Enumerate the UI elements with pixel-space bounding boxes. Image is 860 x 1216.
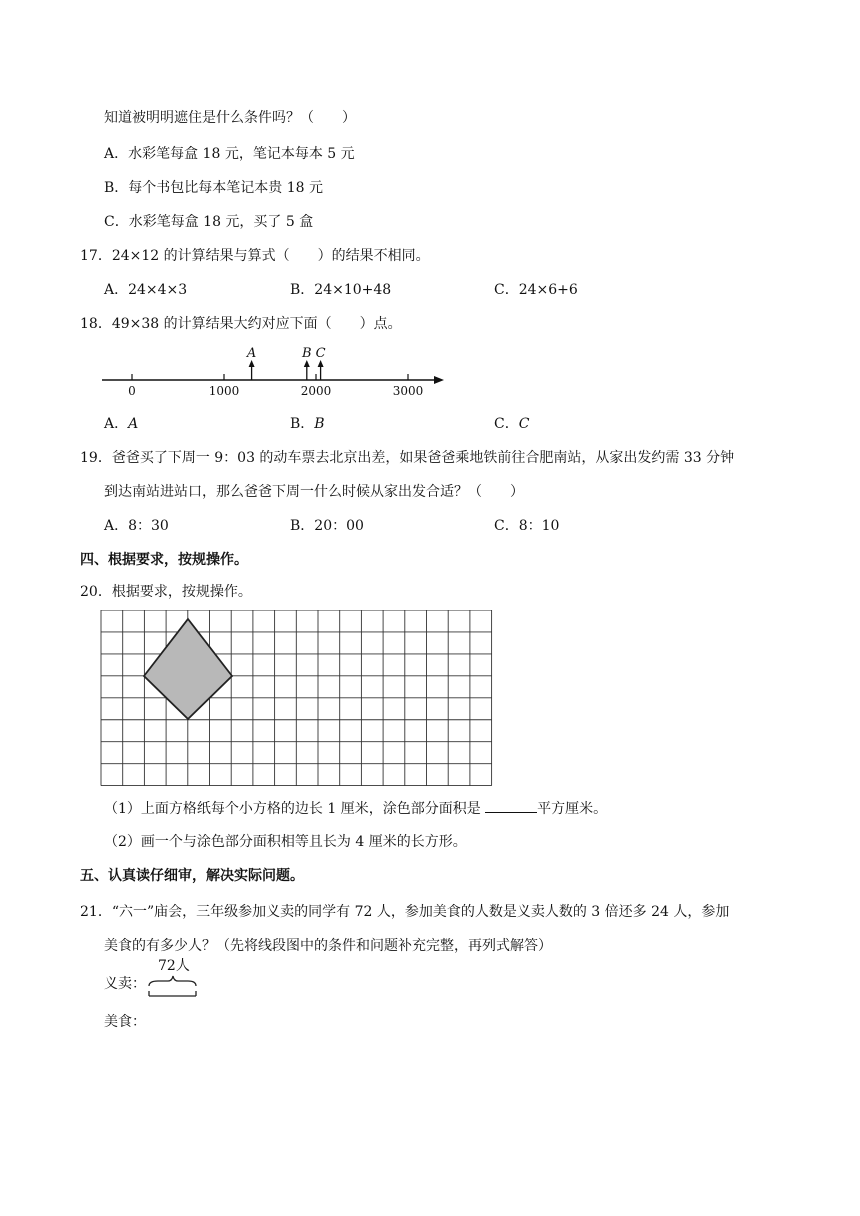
q16-option-b: B．每个书包比每本笔记本贵 18 元 — [104, 180, 324, 196]
number-line-point-label: A — [246, 346, 257, 361]
q19-stem-line2: 到达南站进站口，那么爸爸下周一什么时候从家出发合适？（ ） — [104, 484, 524, 500]
number-line-point-b — [301, 346, 312, 380]
shaded-square — [144, 619, 232, 719]
number-line-point-label: B — [302, 346, 312, 361]
number-line-point-a — [246, 346, 256, 380]
section5-title: 五、认真读仔细审，解决实际问题。 — [80, 868, 304, 884]
q17-option-b: B．24×10+48 — [290, 282, 392, 298]
q21-row1-label: 义卖： — [104, 976, 146, 992]
number-line-point-c — [316, 346, 326, 380]
number-line — [100, 344, 450, 402]
q21-stem-line1: 21．“六一”庙会，三年级参加义卖的同学有 72 人，参加美食的人数是义卖人数的 3 倍还多 24 人，参加 — [80, 904, 730, 920]
brace-and-segment — [146, 972, 202, 1000]
q16-option-a: A．水彩笔每盒 18 元，笔记本每本 5 元 — [104, 146, 355, 162]
q19-stem-line1: 19．爸爸买了下周一 9：03 的动车票去北京出差，如果爸爸乘地铁前往合肥南站，从家出发约需 33 分钟 — [80, 450, 735, 466]
q21-stem-line2: 美食的有多少人？（先将线段图中的条件和问题补充完整，再列式解答） — [104, 938, 552, 954]
q18-option-c: C．C — [494, 416, 530, 432]
q17-option-a: A．24×4×3 — [104, 282, 188, 298]
q18-stem: 18．49×38 的计算结果大约对应下面（ ）点。 — [80, 316, 402, 332]
grid-paper — [100, 610, 496, 790]
q18-option-b: B．B — [290, 416, 325, 432]
answer-blank[interactable] — [485, 798, 537, 813]
section4-title: 四、根据要求，按规操作。 — [80, 552, 248, 568]
number-line-point-label: C — [315, 346, 326, 361]
q18-option-a: A．A — [104, 416, 139, 432]
q16-stem-tail: 知道被明明遮住是什么条件吗？（ ） — [104, 110, 356, 126]
q17-stem: 17．24×12 的计算结果与算式（ ）的结果不相同。 — [80, 248, 430, 264]
q16-option-c: C．水彩笔每盒 18 元，买了 5 盒 — [104, 214, 314, 230]
q19-option-a: A．8：30 — [104, 518, 169, 534]
number-line-tick-label: 2000 — [300, 384, 332, 398]
q17-option-c: C．24×6+6 — [494, 282, 578, 298]
segment-value: 72人 — [158, 958, 190, 974]
number-line-tick-label: 3000 — [392, 384, 424, 398]
segment-diagram-row1 — [146, 958, 202, 1002]
q20-stem: 20．根据要求，按规操作。 — [80, 584, 252, 600]
q21-row2-label: 美食： — [104, 1014, 146, 1030]
number-line-tick-label: 0 — [128, 384, 136, 398]
number-line-tick-label: 1000 — [208, 384, 240, 398]
q20-part2: （2）画一个与涂色部分面积相等且长为 4 厘米的长方形。 — [104, 834, 467, 850]
q20-part1: （1）上面方格纸每个小方格的边长 1 厘米，涂色部分面积是 平方厘米。 — [104, 798, 607, 819]
q19-option-c: C．8：10 — [494, 518, 560, 534]
q19-option-b: B．20：00 — [290, 518, 364, 534]
